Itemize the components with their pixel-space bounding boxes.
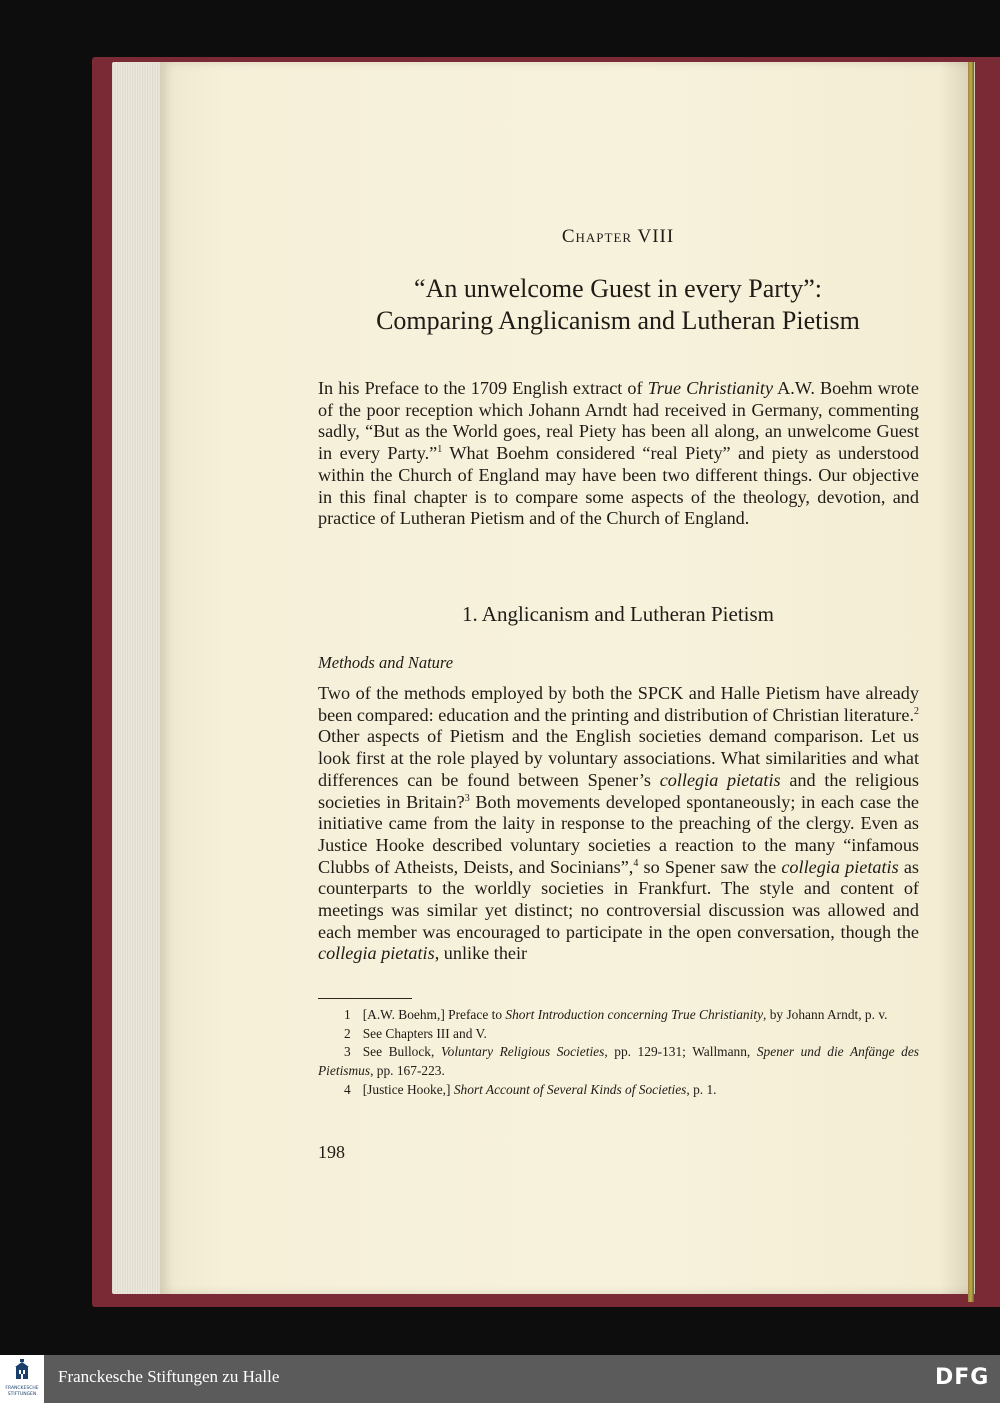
- institution-name[interactable]: Franckesche Stiftungen zu Halle: [58, 1367, 280, 1386]
- chapter-title-line1: “An unwelcome Guest in every Party”:: [414, 274, 822, 303]
- footnote-rule: [318, 998, 412, 999]
- intro-paragraph: In his Preface to the 1709 English extract of True Christianity A.W. Boehm wrote of the poor reception which Johann Arndt had received in Germany, commenting sadly, “But as the World goes, real Piety has been all along, an unwelcome Guest in every Party.”$^1$ What Boehm considered “real Piety” and piety as understood within the Church of England may have been two different things. Our objective in this final chapter is to compare some aspects of the theology, devotion, and practice of Lutheran Pietism and of the Church of England.: [318, 378, 919, 529]
- dfg-logo[interactable]: DFG: [935, 1365, 990, 1390]
- subheading: Methods and Nature: [318, 653, 454, 672]
- page-number: 198: [318, 1142, 345, 1162]
- footer-bar: [0, 1355, 1000, 1403]
- footnotes: [318, 1006, 919, 1100]
- logo-text: FRANCKESCHE STIFTUNGEN: [5, 1386, 39, 1397]
- institution-logo[interactable]: [0, 1355, 44, 1403]
- footnote-ref: 2: [914, 705, 919, 717]
- francke-foundation-logo-icon: [13, 1359, 31, 1381]
- bookmark-ribbon: [968, 62, 974, 1302]
- footnote: 1 [A.W. Boehm,] Preface to Short Introduction concerning True Christianity, by Johann Arndt, p. v.: [344, 1007, 888, 1022]
- chapter-label: Chapter VIII: [561, 226, 675, 247]
- footnote-ref: 3: [464, 792, 470, 804]
- footnote: 3 See Bullock, Voluntary Religious Societies, pp. 129-131; Wallmann, Spener und die Anfänge des Pietismus, pp. 167-223.: [318, 1044, 919, 1079]
- section-heading: 1. Anglicanism and Lutheran Pietism: [461, 602, 775, 626]
- footnote: 2 See Chapters III and V.: [344, 1025, 487, 1041]
- footnote-ref: 1: [437, 444, 443, 456]
- chapter-title-line2: Comparing Anglicanism and Lutheran Pietism: [376, 306, 860, 335]
- footnote: 4 [Justice Hooke,] Short Account of Several Kinds of Societies, p. 1.: [344, 1081, 717, 1097]
- main-paragraph: Two of the methods employed by both the SPCK and Halle Pietism have already been compared: education and the printing and distribution of Christian literature.$^2$ Other aspects of Pietism and the English societies demand comparison. Let us look first at the role played by voluntary associations. What similarities and what differences can be found between Spener’s collegia pietatis and the religious societies in Britain?$^3$ Both movements developed spontaneously; in each case the initiative came from the laity in response to the preaching of the clergy. Even as Justice Hooke described voluntary societies a reaction to the many “infamous Clubbs of Atheists, Deists, and Socinians”,$^4$ so Spener saw the collegia pietatis as counterparts to the worldly societies in Frankfurt. The style and content of meetings was similar yet distinct; no controversial discussion was allowed and each member was encouraged to participate in the open conversation, though the collegia pietatis, unlike their: [318, 683, 920, 964]
- footnote-ref: 4: [633, 857, 639, 869]
